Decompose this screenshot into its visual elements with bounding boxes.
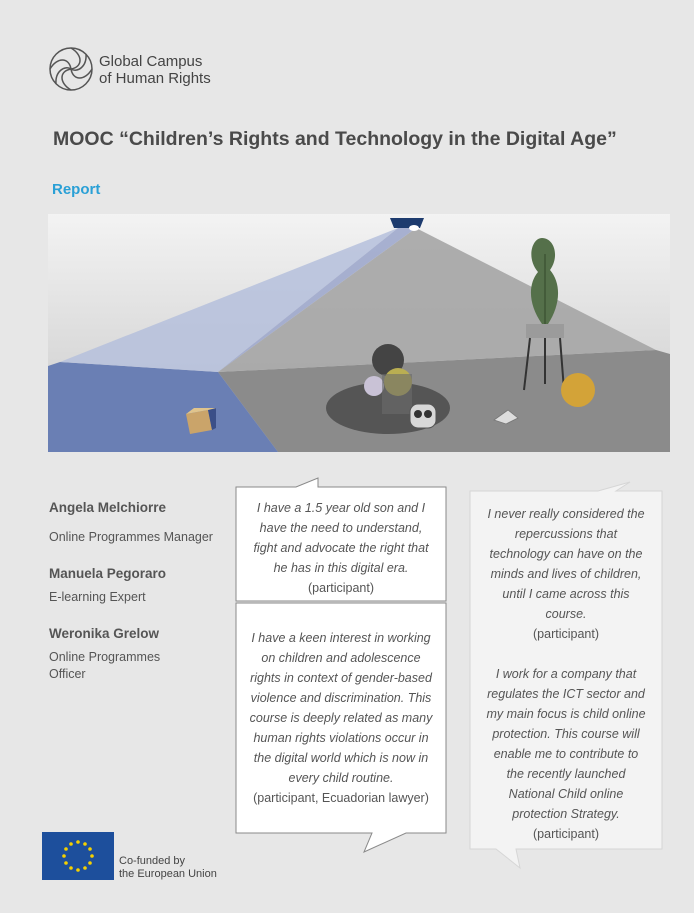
quote-text: I have a 1.5 year old son and I have the need to understand, fight and advocate the right that he has in this digital era. bbox=[253, 501, 429, 575]
quote-text: I never really considered the repercussions that technology can have on the minds and lives of children, until I came across this course. bbox=[487, 507, 645, 621]
quote-attribution: (participant, Ecuadorian lawyer) bbox=[253, 791, 429, 805]
quote-attribution: (participant) bbox=[308, 581, 374, 595]
quote-text: I have a keen interest in working on children and adolescence rights in context of gender-based violence and discrimination. This course is deeply related as many human rights violations occur in the digital world which is now in every child routine. bbox=[249, 631, 433, 785]
quote-text: I work for a company that regulates the ICT sector and my main focus is child online protection. This course will enable me to contribute to the recently launched National Child online protection Strategy. bbox=[486, 667, 646, 821]
person-role: E-learning Expert bbox=[49, 590, 146, 604]
eu-flag-icon bbox=[42, 832, 114, 880]
person-name: Manuela Pegoraro bbox=[49, 566, 167, 581]
quote-bubble bbox=[236, 628, 446, 808]
document-title: MOOC “Children’s Rights and Technology in the Digital Age” bbox=[53, 128, 617, 150]
person-role: Online Programmes Manager bbox=[49, 530, 213, 544]
quote-attribution: (participant) bbox=[533, 827, 599, 841]
person-role: Online Programmes Officer bbox=[49, 650, 161, 681]
quote-bubble bbox=[470, 504, 662, 844]
quote-attribution: (participant) bbox=[533, 627, 599, 641]
person-name: Weronika Grelow bbox=[49, 626, 160, 641]
person-name: Angela Melchiorre bbox=[49, 500, 167, 515]
quote-bubble bbox=[236, 498, 446, 598]
organization-name: Global Campus of Human Rights bbox=[99, 53, 211, 87]
funding-notice: Co-funded by the European Union bbox=[119, 855, 217, 880]
section-label: Report bbox=[52, 181, 101, 198]
